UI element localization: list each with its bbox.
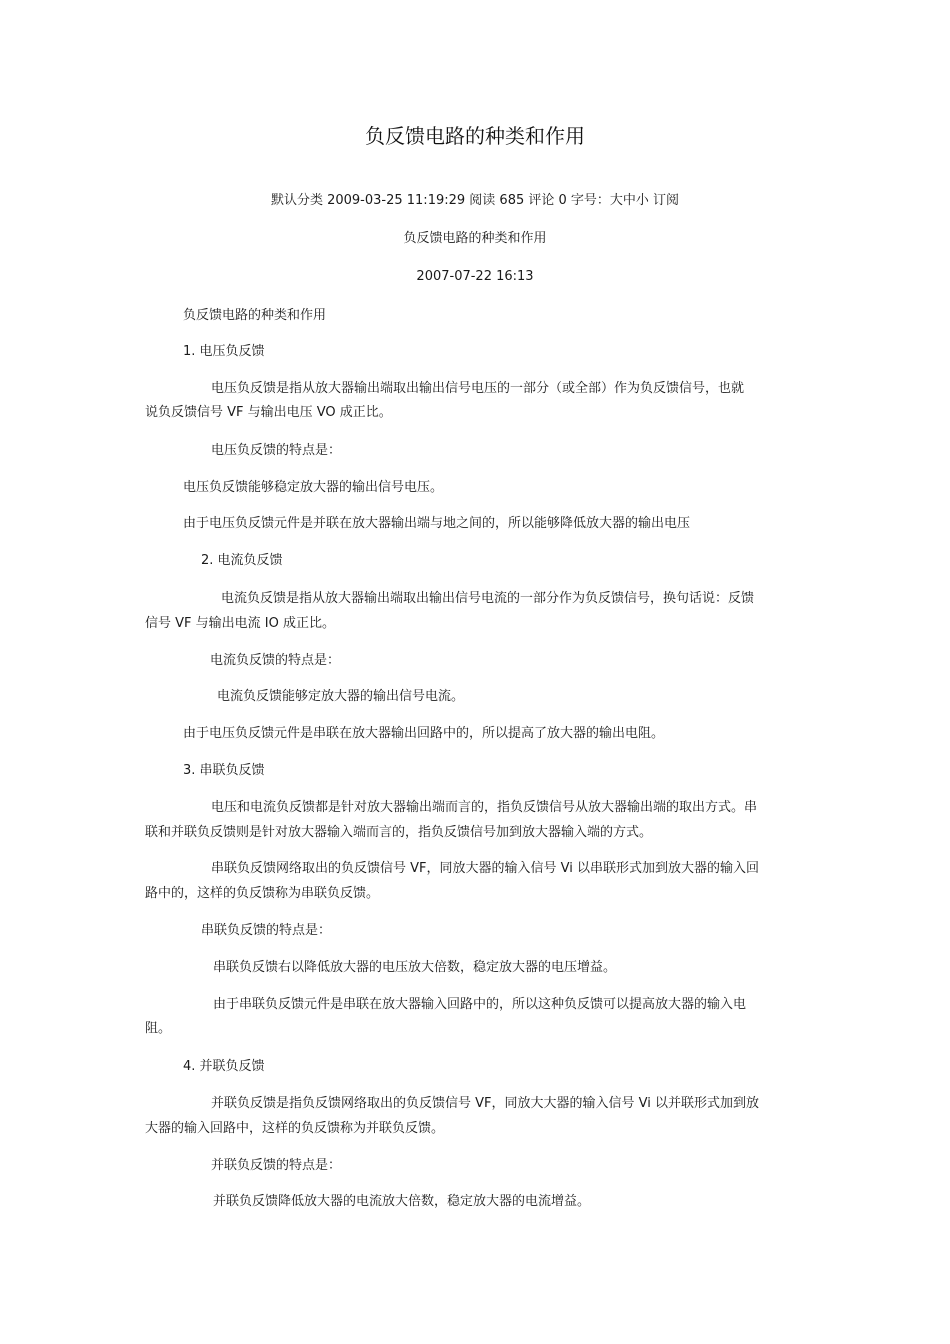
paragraph-line: 路中的，这样的负反馈称为串联负反馈。 <box>145 886 380 901</box>
paragraph-line: 信号 VF 与输出电流 IO 成正比。 <box>145 616 335 631</box>
feature-text: 并联负反馈降低放大器的电流放大倍数，稳定放大器的电流增益。 <box>213 1194 591 1209</box>
feature-text: 电流负反馈能够定放大器的输出信号电流。 <box>217 689 465 704</box>
meta-line: 默认分类 2009-03-25 11:19:29 阅读 685 评论 0 字号：大中小 订阅 <box>270 193 680 208</box>
paragraph-line: 串联负反馈网络取出的负反馈信号 VF，同放大器的输入信号 Vi 以串联形式加到放大器的输入回 <box>211 861 759 876</box>
section-heading: 4. 并联负反馈 <box>183 1059 265 1074</box>
feature-text: 电压负反馈能够稳定放大器的输出信号电压。 <box>183 480 444 495</box>
paragraph-line: 电压和电流负反馈都是针对放大器输出端而言的，指负反馈信号从放大器输出端的取出方式。串 <box>211 800 758 815</box>
paragraph-line: 说负反馈信号 VF 与输出电压 VO 成正比。 <box>145 405 392 420</box>
features-label: 电压负反馈的特点是： <box>211 443 342 458</box>
paragraph-line: 联和并联负反馈则是针对放大器输入端而言的，指负反馈信号加到放大器输入端的方式。 <box>145 825 653 840</box>
features-label: 串联负反馈的特点是： <box>201 923 332 938</box>
paragraph-line: 电压负反馈是指从放大器输出端取出输出信号电压的一部分（或全部）作为负反馈信号，也就 <box>211 381 745 396</box>
feature-text: 阻。 <box>145 1021 172 1036</box>
paragraph-line: 并联负反馈是指负反馈网络取出的负反馈信号 VF，同放大大器的输入信号 Vi 以并联形式加到放 <box>211 1096 759 1111</box>
section-heading: 3. 串联负反馈 <box>183 763 265 778</box>
feature-text: 由于电压负反馈元件是串联在放大器输出回路中的，所以提高了放大器的输出电阻。 <box>183 726 665 741</box>
section-heading: 1. 电压负反馈 <box>183 344 265 359</box>
features-label: 电流负反馈的特点是： <box>210 653 341 668</box>
section-heading: 2. 电流负反馈 <box>201 553 283 568</box>
paragraph-line: 大器的输入回路中，这样的负反馈称为并联负反馈。 <box>145 1121 445 1136</box>
feature-text: 串联负反馈右以降低放大器的电压放大倍数，稳定放大器的电压增益。 <box>213 960 617 975</box>
feature-text: 由于电压负反馈元件是并联在放大器输出端与地之间的，所以能够降低放大器的输出电压 <box>183 516 691 531</box>
paragraph-line: 电流负反馈是指从放大器输出端取出输出信号电流的一部分作为负反馈信号，换句话说：反馈 <box>221 591 755 606</box>
subtitle: 负反馈电路的种类和作用 <box>403 231 547 246</box>
page-title: 负反馈电路的种类和作用 <box>365 124 585 148</box>
intro-text: 负反馈电路的种类和作用 <box>183 308 327 323</box>
date-line: 2007-07-22 16:13 <box>416 269 534 284</box>
features-label: 并联负反馈的特点是： <box>211 1158 342 1173</box>
feature-text: 由于串联负反馈元件是串联在放大器输入回路中的，所以这种负反馈可以提高放大器的输入电 <box>213 997 747 1012</box>
